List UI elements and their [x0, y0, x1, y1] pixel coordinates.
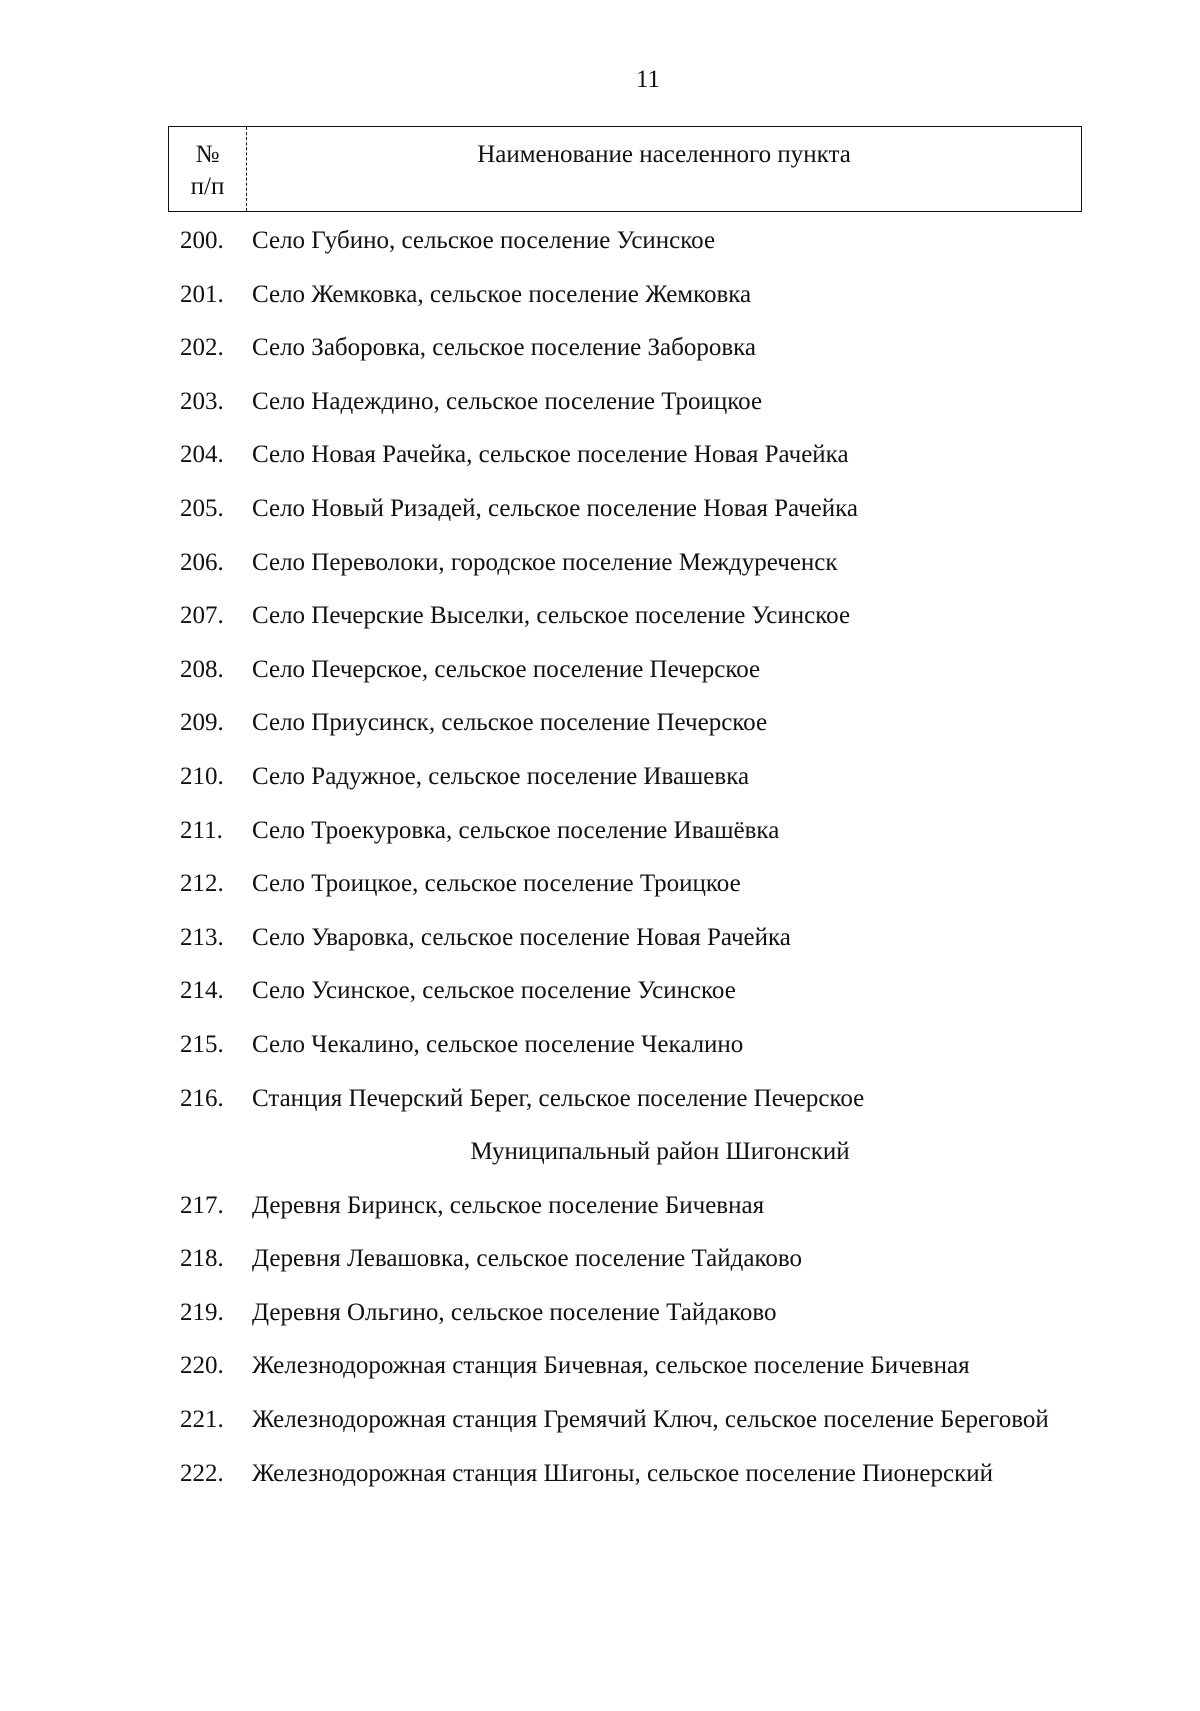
- row-number: 201.: [180, 280, 224, 308]
- row-number: 200.: [180, 227, 224, 254]
- row-settlement-name: Село Приусинск, сельское поселение Печерское: [252, 709, 768, 737]
- header-number-symbol: №: [195, 141, 220, 168]
- row-settlement-name: Деревня Биринск, сельское поселение Бичевная: [252, 1191, 765, 1219]
- row-settlement-name: Село Троицкое, сельское поселение Троицкое: [252, 870, 741, 898]
- table-row: [180, 708, 1100, 737]
- table-row: [180, 1244, 1100, 1273]
- table-row: [180, 1191, 1100, 1220]
- row-settlement-name: Село Переволоки, городское поселение Междуреченск: [252, 548, 838, 576]
- row-settlement-name: Село Надеждино, сельское поселение Троицкое: [252, 387, 763, 415]
- header-number-column: [169, 127, 247, 211]
- row-number: 207.: [180, 602, 224, 630]
- table-row: [180, 226, 1100, 255]
- table-row: [180, 1459, 1100, 1488]
- row-number: 222.: [180, 1459, 224, 1487]
- row-number: 213.: [180, 923, 224, 951]
- row-number: 215.: [180, 1030, 224, 1058]
- table-row: [180, 869, 1100, 898]
- row-number: 216.: [180, 1084, 224, 1112]
- row-settlement-name: Село Губино, сельское поселение Усинское: [252, 227, 716, 254]
- row-settlement-name: Железнодорожная станция Гремячий Ключ, сельское поселение Береговой: [252, 1406, 1049, 1434]
- settlement-list-part2: [180, 1191, 1100, 1488]
- table-row: [180, 1298, 1100, 1327]
- table-row: [180, 976, 1100, 1005]
- row-settlement-name: Село Заборовка, сельское поселение Заборовка: [252, 334, 756, 362]
- row-number: 212.: [180, 870, 224, 898]
- row-number: 221.: [180, 1406, 224, 1434]
- row-settlement-name: Деревня Левашовка, сельское поселение Тайдаково: [252, 1245, 802, 1273]
- table-row: [180, 1405, 1100, 1434]
- row-settlement-name: Село Троекуровка, сельское поселение Ивашёвка: [252, 816, 780, 844]
- table-row: [180, 280, 1100, 309]
- table-row: [180, 1030, 1100, 1059]
- row-number: 219.: [180, 1298, 224, 1326]
- row-number: 208.: [180, 655, 224, 683]
- header-number-abbrev: п/п: [190, 173, 225, 200]
- row-number: 205.: [180, 494, 224, 522]
- row-settlement-name: Станция Печерский Берег, сельское поселение Печерское: [252, 1084, 865, 1112]
- row-settlement-name: Село Новая Рачейка, сельское поселение Новая Рачейка: [252, 441, 849, 469]
- section-title: Муниципальный район Шигонский: [470, 1138, 850, 1166]
- row-number: 206.: [180, 548, 224, 576]
- page-number: 11: [635, 66, 661, 93]
- row-settlement-name: Деревня Ольгино, сельское поселение Тайдаково: [252, 1298, 777, 1326]
- table-row: [180, 655, 1100, 684]
- row-number: 204.: [180, 441, 224, 469]
- row-settlement-name: Железнодорожная станция Шигоны, сельское поселение Пионерский: [252, 1459, 994, 1487]
- table-row: [180, 548, 1100, 577]
- header-name-column: Наименование населенного пункта: [477, 141, 851, 168]
- row-number: 203.: [180, 387, 224, 415]
- row-settlement-name: Село Жемковка, сельское поселение Жемковка: [252, 280, 752, 308]
- table-row: [180, 601, 1100, 630]
- row-number: 214.: [180, 977, 224, 1005]
- table-header: [168, 126, 1082, 212]
- row-number: 211.: [180, 816, 223, 844]
- row-number: 220.: [180, 1352, 224, 1380]
- row-settlement-name: Село Чекалино, сельское поселение Чекалино: [252, 1030, 744, 1058]
- table-row: [180, 440, 1100, 469]
- table-row: [180, 333, 1100, 362]
- row-number: 217.: [180, 1191, 224, 1219]
- table-row: [180, 1351, 1100, 1380]
- table-row: [180, 923, 1100, 952]
- table-row: [180, 816, 1100, 845]
- row-settlement-name: Село Новый Ризадей, сельское поселение Новая Рачейка: [252, 494, 858, 522]
- table-row: [180, 387, 1100, 416]
- row-settlement-name: Село Печерские Выселки, сельское поселение Усинское: [252, 602, 851, 630]
- row-settlement-name: Село Радужное, сельское поселение Ивашевка: [252, 762, 750, 790]
- row-settlement-name: Село Уваровка, сельское поселение Новая Рачейка: [252, 923, 791, 951]
- row-number: 202.: [180, 334, 224, 362]
- settlement-list: [180, 226, 1100, 1512]
- row-settlement-name: Железнодорожная станция Бичевная, сельское поселение Бичевная: [252, 1352, 970, 1380]
- row-number: 209.: [180, 709, 224, 737]
- table-row: [180, 494, 1100, 523]
- row-settlement-name: Село Усинское, сельское поселение Усинское: [252, 977, 736, 1005]
- row-settlement-name: Село Печерское, сельское поселение Печерское: [252, 655, 761, 683]
- table-row: [180, 762, 1100, 791]
- settlement-list-part1: [180, 226, 1100, 1113]
- row-number: 210.: [180, 762, 224, 790]
- row-number: 218.: [180, 1245, 224, 1273]
- table-row: [180, 1084, 1100, 1113]
